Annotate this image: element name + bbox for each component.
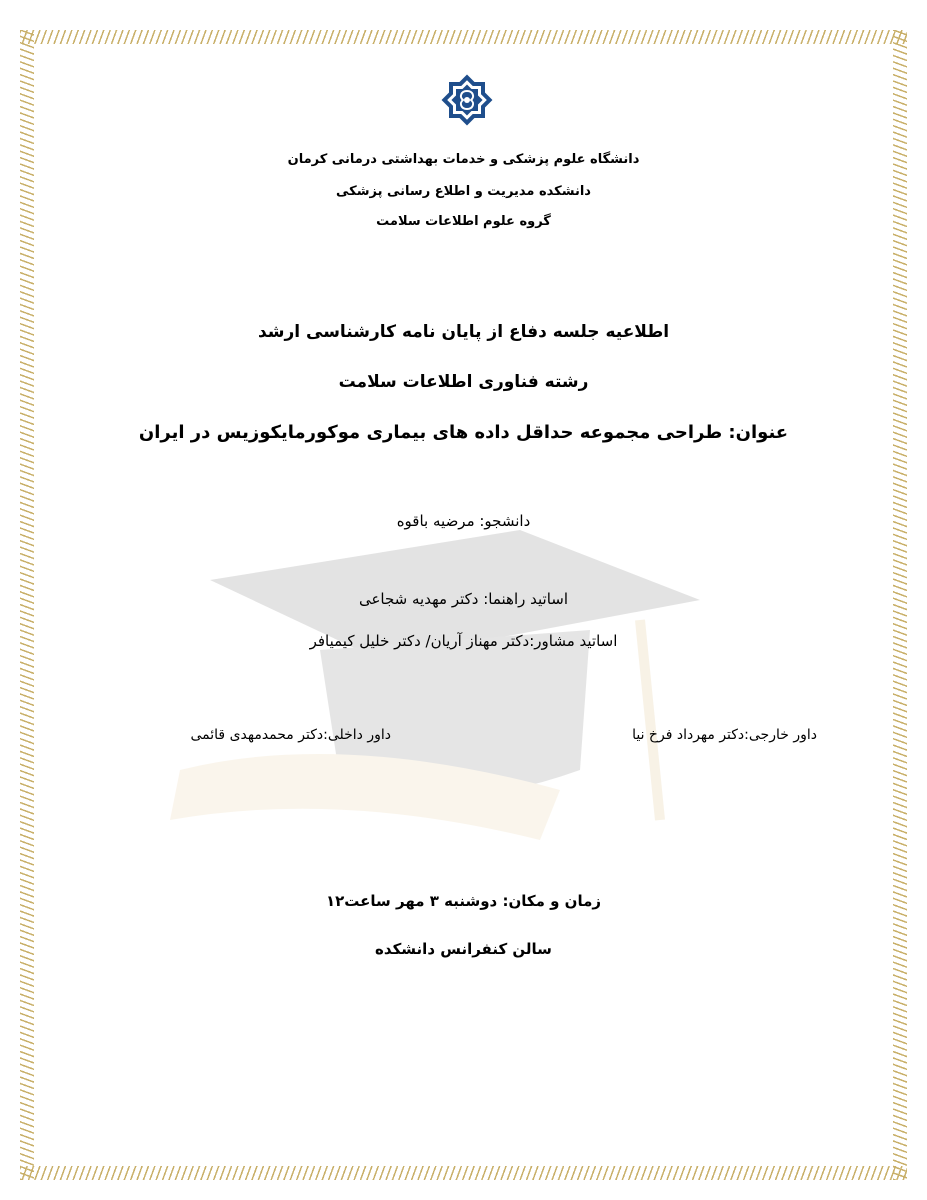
time-and-place: زمان و مکان: دوشنبه ۳ مهر ساعت۱۲ [325,892,602,910]
student-name: دانشجو: مرضیه باقوه [396,512,531,530]
announcement-title: اطلاعیه جلسه دفاع از پایان نامه کارشناسی ارشد [257,322,670,342]
venue: سالن کنفرانس دانشکده [375,940,552,958]
university-name: دانشگاه علوم پزشکی و خدمات بهداشتی درمانی کرمان [287,152,640,167]
graduation-cap-watermark [140,520,760,880]
internal-referee: داور داخلی:دکتر محمدمهدی قائمی [190,727,391,743]
decorative-border-bottom [20,1166,907,1180]
field-of-study: رشته فناوری اطلاعات سلامت [338,372,589,392]
decorative-border-top [20,30,907,44]
external-referee: داور خارجی:دکتر مهرداد فرخ نیا [632,727,817,743]
supervisors: اساتید راهنما: دکتر مهدیه شجاعی [358,590,569,608]
university-logo [437,70,497,130]
department-name: گروه علوم اطلاعات سلامت [376,214,551,229]
thesis-title: عنوان: طراحی مجموعه حداقل داده های بیماری موکورمایکوزیس در ایران [138,422,789,443]
faculty-name: دانشکده مدیریت و اطلاع رسانی پزشکی [336,184,591,199]
advisors: اساتید مشاور:دکتر مهناز آریان/ دکتر خلیل کیمیافر [309,632,618,650]
